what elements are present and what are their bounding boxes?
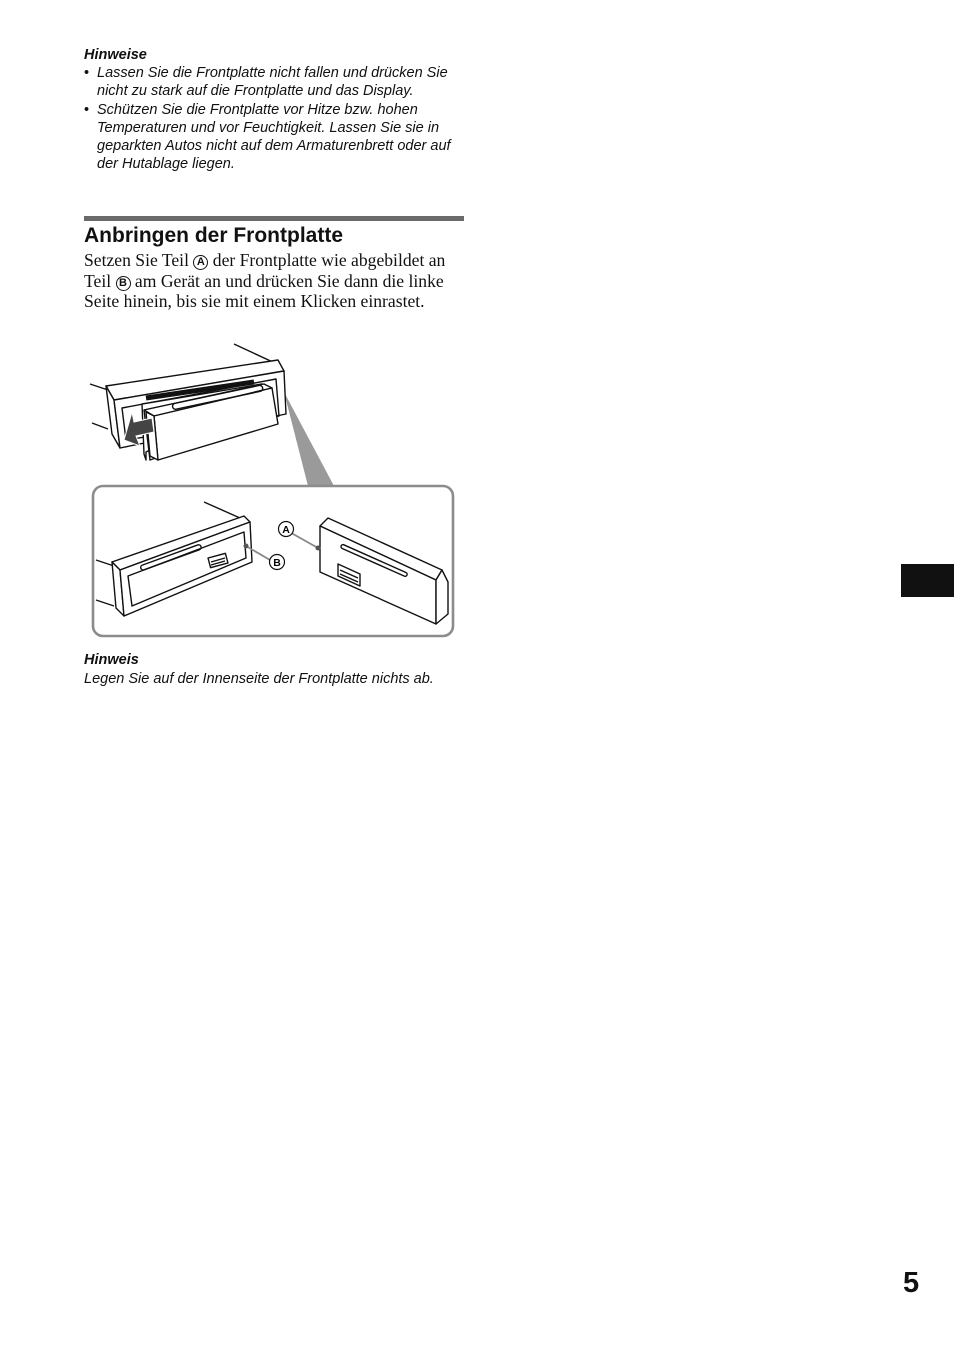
notes-list (84, 64, 464, 173)
label-a: A (282, 524, 290, 536)
unit-with-faceplate-drawing (90, 344, 286, 460)
faceplate-illustration (84, 336, 466, 646)
section-rule (84, 216, 464, 221)
hint-block (84, 651, 484, 689)
page-number: 5 (903, 1267, 920, 1299)
label-a-marker (279, 522, 294, 537)
body-text-part: der Frontplatte wie abgebildet an Teil (84, 250, 446, 291)
notes-item: • Lassen Sie die Frontplatte nicht fallen und drücken Sie nicht zu stark auf die Frontplatte und das Display. (84, 64, 464, 100)
part-b-marker: B (116, 276, 131, 291)
section-body (84, 250, 466, 312)
section-heading: Anbringen der Frontplatte (84, 224, 343, 247)
body-text-part: am Gerät an und drücken Sie dann die linke Seite hinein, bis sie mit einem Klicken einrastet. (84, 270, 444, 312)
body-text-part: Setzen Sie Teil (84, 250, 189, 270)
notes-item: • Schützen Sie die Frontplatte vor Hitze bzw. hohen Temperaturen und vor Feuchtigkeit. Lassen Sie sie in geparkten Autos nicht auf dem Armaturenbrett oder auf der Hutablage liegen. (84, 101, 464, 174)
part-a-marker: A (193, 255, 208, 270)
chapter-tab (901, 564, 954, 597)
notes-block (84, 46, 464, 173)
hint-text: Legen Sie auf der Innenseite der Frontplatte nichts ab. (84, 671, 434, 687)
label-b: B (273, 557, 281, 569)
notes-title: Hinweise (84, 47, 147, 63)
hint-title: Hinweis (84, 652, 139, 668)
label-b-marker (270, 555, 285, 570)
zoom-callout (284, 392, 334, 486)
